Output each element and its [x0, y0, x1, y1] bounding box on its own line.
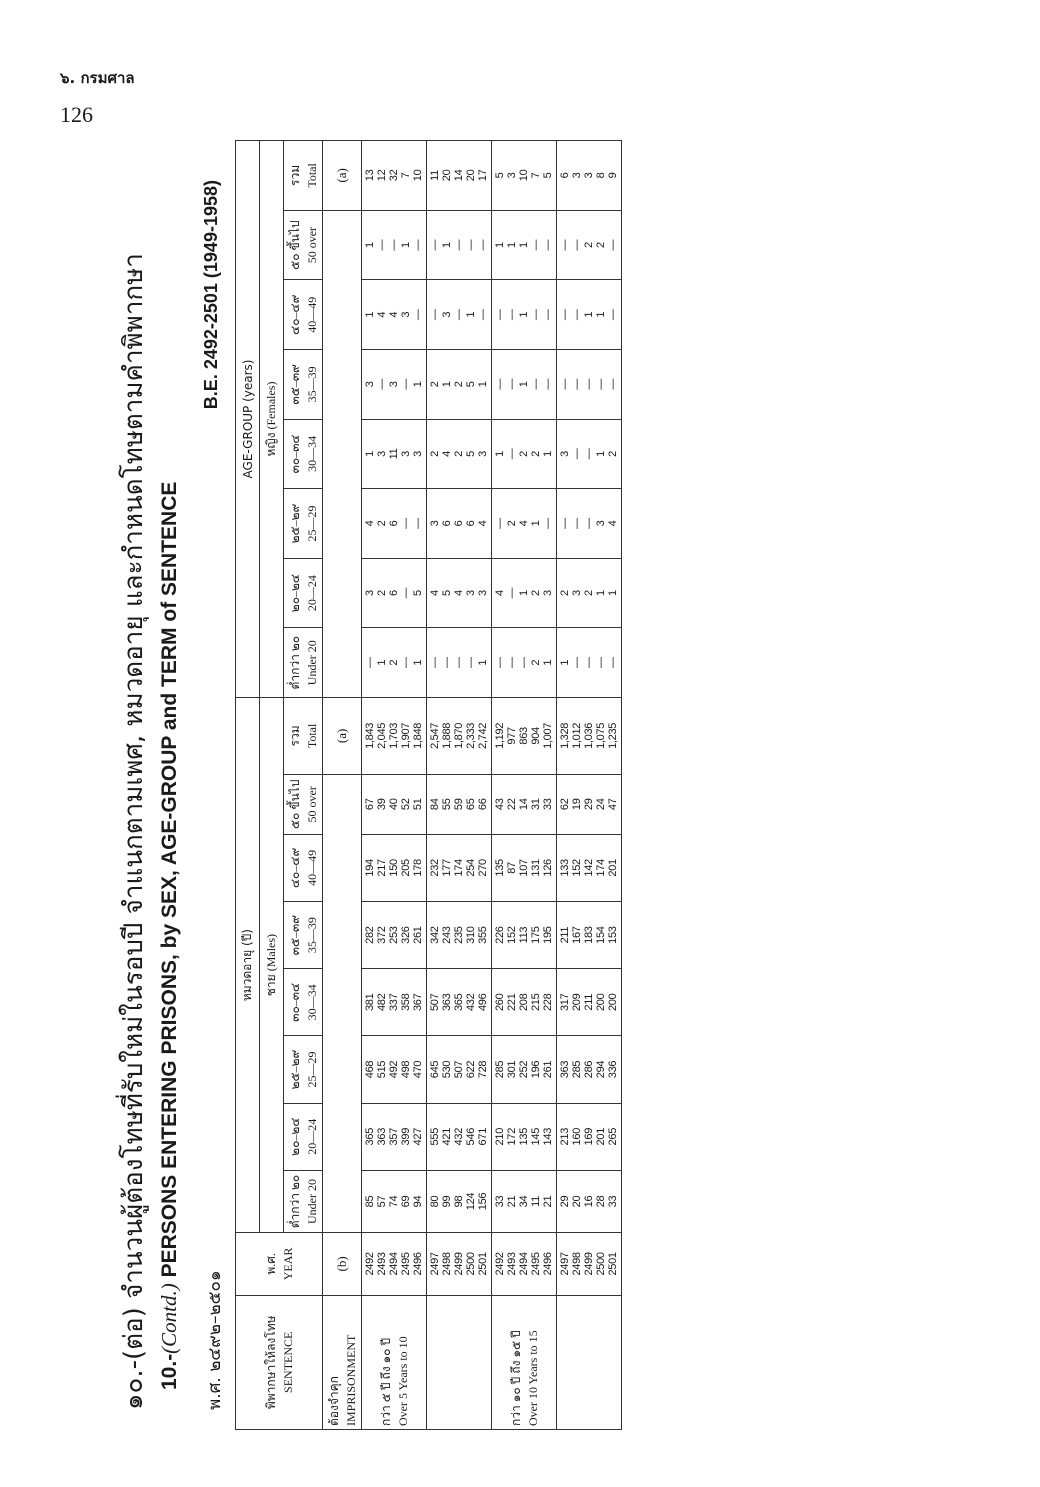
female-value-cell: 4 5 4 3 3: [427, 558, 492, 628]
col-th: ๒๐–๒๔: [288, 573, 302, 613]
male-value-cell: 282 372 253 326 261: [362, 902, 427, 969]
female-value-cell: 3 — 3 — 1: [362, 350, 427, 420]
female-value-cell: — — 1 — —: [492, 280, 557, 350]
col-th: ๕๐ ขึ้นไป: [288, 220, 302, 270]
year-header-english: YEAR: [281, 1247, 295, 1281]
female-col-1: [284, 558, 323, 628]
male-value-cell: 43 22 14 31 33: [492, 774, 557, 834]
col-th: ๔๐–๔๙: [288, 294, 302, 335]
be-years: B.E. 2492-2501: [201, 283, 221, 410]
col-en: Under 20: [305, 1179, 319, 1225]
title-thai-years: พ.ศ. ๒๔๙๒–๒๕๐๑: [205, 1270, 225, 1410]
col-en: Under 20: [305, 640, 319, 686]
col-en: 25—29: [305, 1051, 319, 1088]
female-value-cell: 11 20 14 20 17: [427, 141, 492, 211]
female-value-cell: — — — — 1: [427, 628, 492, 698]
year-cell: 2492 2493 2494 2495 2496: [492, 1233, 557, 1295]
female-value-cell: 6 3 3 8 9: [557, 141, 622, 211]
col-th: ๒๕–๒๙: [288, 503, 302, 544]
sentence-label: [362, 1295, 427, 1429]
female-value-cell: 13 12 32 7 10: [362, 141, 427, 211]
male-value-cell: 67 39 40 52 51: [362, 774, 427, 834]
col-en: 35—39: [305, 917, 319, 954]
male-value-cell: 135 87 107 131 126: [492, 834, 557, 901]
age-group-unit: (ปี): [240, 929, 254, 947]
female-value-cell: 4 — 1 2 3: [492, 558, 557, 628]
title-english-number: 10.-: [158, 1353, 181, 1390]
male-value-cell: 226 152 113 175 195: [492, 902, 557, 969]
col-en: Total: [305, 163, 319, 188]
female-blank: [323, 210, 362, 697]
male-value-cell: 363 285 286 294 336: [557, 1036, 622, 1103]
sentence-label-thai: กว่า ๕ ปี ถึง ๑๐ ปี: [379, 1337, 393, 1426]
female-value-cell: 2 3 2 1 1: [557, 558, 622, 628]
age-group-header-english: AGE-GROUP (years): [236, 141, 260, 698]
male-value-cell: 381 482 337 358 367: [362, 969, 427, 1036]
col-th: ๒๕–๒๙: [288, 1049, 302, 1090]
col-th: ๓๐–๓๔: [288, 982, 302, 1022]
female-col-3: [284, 419, 323, 489]
male-value-cell: 213 160 169 201 265: [557, 1103, 622, 1170]
sentence-label: [427, 1295, 492, 1429]
col-en: 25—29: [305, 505, 319, 542]
male-value-cell: 1,192 977 863 904 1,007: [492, 697, 557, 774]
col-en: 50 over: [305, 786, 319, 823]
col-en: 40—49: [305, 296, 319, 333]
male-value-cell: 365 363 357 399 427: [362, 1103, 427, 1170]
col-en: 30—34: [305, 984, 319, 1021]
male-thai: ชาย: [264, 974, 278, 997]
col-en: 20—24: [305, 575, 319, 612]
table-body: [362, 141, 622, 1430]
sentence-header-thai: พิพากษาให้ลงโทษ: [264, 1315, 278, 1410]
title-english-text: PERSONS ENTERING PRISONS, by SEX, AGE-GROUP and TERM of SENTENCE: [158, 481, 181, 1278]
male-value-cell: 342 243 235 310 355: [427, 902, 492, 969]
male-value-cell: 555 421 432 546 671: [427, 1103, 492, 1170]
female-value-cell: — 3 — 1 —: [427, 280, 492, 350]
female-value-cell: — 1 — — —: [427, 210, 492, 280]
section-label-english: IMPRISONMENT: [344, 1334, 358, 1426]
male-value-cell: 29 20 16 28 33: [557, 1170, 622, 1232]
female-value-cell: 2 1 2 5 1: [427, 350, 492, 420]
male-value-cell: 285 301 252 196 261: [492, 1036, 557, 1103]
age-group-header-thai: [236, 697, 260, 1232]
male-value-cell: 211 167 183 154 153: [557, 902, 622, 969]
female-value-cell: — — 2 2 —: [557, 210, 622, 280]
rotated-table-page: [105, 140, 985, 1430]
sentence-label-english: Over 5 Years to 10: [396, 1336, 410, 1426]
col-th: รวม: [288, 164, 302, 186]
male-value-cell: 210 172 135 145 143: [492, 1103, 557, 1170]
male-value-cell: 1,843 2,045 1,703 1,907 1,848: [362, 697, 427, 774]
male-value-cell: 317 209 211 200 200: [557, 969, 622, 1036]
female-value-cell: 1 — 2 2 1: [492, 419, 557, 489]
male-value-cell: 84 55 59 65 66: [427, 774, 492, 834]
marker-row: [323, 141, 362, 1430]
female-value-cell: — 2 4 1 —: [492, 489, 557, 559]
ce-years: (1949-1958): [201, 180, 221, 279]
male-value-cell: 232 177 174 254 270: [427, 834, 492, 901]
group-row: [492, 141, 557, 1430]
male-english: (Males): [264, 933, 278, 972]
col-th: รวม: [288, 725, 302, 747]
page-number: 126: [60, 102, 93, 127]
female-value-cell: — — 1 — —: [492, 350, 557, 420]
female-value-cell: 4 2 6 — —: [362, 489, 427, 559]
male-col-3: [284, 969, 323, 1036]
male-col-0: [284, 1170, 323, 1232]
col-en: Total: [305, 723, 319, 749]
female-value-cell: 1 3 11 3 3: [362, 419, 427, 489]
mark-b: (b): [323, 1233, 362, 1295]
female-thai: หญิง: [264, 432, 278, 457]
group-row: [362, 141, 427, 1430]
age-group-thai: หมวดอายุ: [240, 949, 254, 1002]
male-value-cell: 2,547 1,888 1,870 2,333 2,742: [427, 697, 492, 774]
male-value-cell: 62 19 29 24 47: [557, 774, 622, 834]
col-en: 20—24: [305, 1118, 319, 1155]
male-col-6: [284, 774, 323, 834]
sentence-label: [557, 1295, 622, 1429]
female-value-cell: 3 — — 1 2: [557, 419, 622, 489]
female-value-cell: 5 3 10 7 5: [492, 141, 557, 211]
group-row: [557, 141, 622, 1430]
col-th: ๓๐–๓๔: [288, 434, 302, 474]
female-value-cell: 3 6 6 6 4: [427, 489, 492, 559]
female-col-0: [284, 628, 323, 698]
col-en: 30—34: [305, 435, 319, 472]
title-english-contd: (Contd.): [157, 1283, 181, 1354]
male-value-cell: 1,328 1,012 1,036 1,075 1,235: [557, 697, 622, 774]
mark-a-male: (a): [323, 697, 362, 774]
col-th: ๔๐–๔๙: [288, 847, 302, 889]
male-col-2: [284, 1036, 323, 1103]
male-value-cell: 194 217 150 205 178: [362, 834, 427, 901]
female-col-2: [284, 489, 323, 559]
mark-a-female: (a): [323, 141, 362, 211]
female-value-cell: — — — 3 4: [557, 489, 622, 559]
section-header: ๖. กรมศาล: [60, 69, 135, 87]
male-col-7: [284, 697, 323, 774]
male-value-cell: 85 57 74 69 94: [362, 1170, 427, 1232]
year-cell: 2497 2498 2499 2500 2501: [427, 1233, 492, 1295]
female-col-7: [284, 141, 323, 211]
col-en: 40—49: [305, 849, 319, 886]
female-value-cell: 1 4 4 3 —: [362, 280, 427, 350]
male-value-cell: 645 530 507 622 728: [427, 1036, 492, 1103]
sentence-label: [492, 1295, 557, 1429]
female-value-cell: — — 1 1 —: [557, 280, 622, 350]
male-col-5: [284, 834, 323, 901]
male-value-cell: 468 515 492 498 470: [362, 1036, 427, 1103]
col-en: 50 over: [305, 226, 319, 264]
col-th: ๓๕–๓๙: [288, 364, 302, 405]
female-header: [260, 141, 284, 698]
male-col-1: [284, 1103, 323, 1170]
group-row: [427, 141, 492, 1430]
sentence-header-english: SENTENCE: [281, 1331, 295, 1393]
sentence-header: [236, 1295, 323, 1429]
col-th: ต่ำกว่า ๒๐: [288, 1174, 302, 1229]
header-row-group: [236, 141, 260, 1430]
col-th: ต่ำกว่า ๒๐: [288, 635, 302, 690]
female-value-cell: 2 4 2 5 3: [427, 419, 492, 489]
female-col-5: [284, 280, 323, 350]
title-thai: ๑๐.-(ต่อ) จำนวนผู้ต้องโทษที่รับใหม่ในรอบปี จำแนกตามเพศ, หมวดอายุ และกำหนดโทษตามคำพิพากษา: [119, 253, 149, 1410]
title-english: [157, 482, 182, 1390]
male-value-cell: 80 99 98 124 156: [427, 1170, 492, 1232]
col-th: ๓๕–๓๙: [288, 914, 302, 956]
col-en: 35—39: [305, 366, 319, 403]
year-cell: 2497 2498 2499 2500 2501: [557, 1233, 622, 1295]
female-english: (Females): [264, 381, 278, 430]
male-value-cell: 507 363 365 432 496: [427, 969, 492, 1036]
male-blank: [323, 774, 362, 1232]
female-value-cell: 1 1 1 — —: [492, 210, 557, 280]
section-label-thai: ต้องจำคุก: [327, 1376, 341, 1426]
year-cell: 2492 2493 2494 2495 2496: [362, 1233, 427, 1295]
male-value-cell: 33 21 34 11 21: [492, 1170, 557, 1232]
female-col-6: [284, 210, 323, 280]
male-col-4: [284, 902, 323, 969]
female-value-cell: 1 — — — —: [557, 628, 622, 698]
female-value-cell: 1 — — 1 —: [362, 210, 427, 280]
section-label: [323, 1295, 362, 1429]
female-value-cell: — — — 2 1: [492, 628, 557, 698]
female-value-cell: 3 2 6 — 5: [362, 558, 427, 628]
male-value-cell: 133 152 142 174 201: [557, 834, 622, 901]
year-header-thai: พ.ศ.: [264, 1253, 278, 1275]
col-th: ๕๐ ขึ้นไป: [288, 779, 302, 830]
male-value-cell: 260 221 208 215 228: [492, 969, 557, 1036]
year-header: [236, 1233, 323, 1295]
col-th: ๒๐–๒๔: [288, 1117, 302, 1156]
sentence-label-english: Over 10 Years to 15: [526, 1330, 540, 1426]
female-value-cell: — — — — —: [557, 350, 622, 420]
data-table: [235, 140, 622, 1430]
title-be-years: [201, 180, 222, 409]
male-header: [260, 697, 284, 1232]
female-value-cell: — 1 2 — 1: [362, 628, 427, 698]
female-col-4: [284, 350, 323, 420]
sentence-label-thai: กว่า ๑๐ ปี ถึง ๑๕ ปี: [509, 1330, 523, 1426]
